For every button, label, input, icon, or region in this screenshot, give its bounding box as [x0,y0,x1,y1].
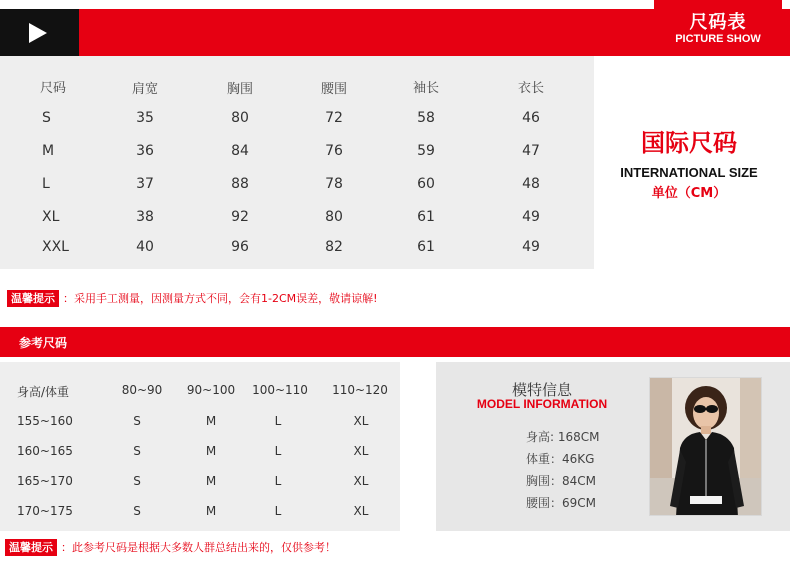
size-cell: M [42,143,55,159]
intl-size-title: 国际尺码 [641,129,737,157]
size-table-header: 袖长 [412,81,439,96]
tip-text: ：此参考尺码是根据大多数人群总结出来的，仅供参考！ [61,541,336,554]
reference-cell: M [205,504,217,518]
reference-cell: M [205,414,217,428]
reference-cell: 160~165 [17,444,73,458]
reference-cell: L [274,504,282,518]
model-info-subtitle: MODEL INFORMATION [476,397,608,411]
reference-cell: XL [353,444,369,458]
size-cell: 46 [522,110,540,126]
size-cell: L [42,176,50,192]
size-cell: 49 [522,239,540,255]
size-cell: 88 [231,176,249,192]
size-table-header: 胸围 [226,82,253,97]
reference-header: 身高/体重 [17,385,70,399]
size-cell: 49 [522,209,540,225]
size-cell: 40 [136,239,154,255]
reference-cell: XL [353,504,369,518]
reference-cell: L [274,444,282,458]
size-cell: 60 [417,176,435,192]
reference-cell: S [133,474,141,488]
tip-text: ：采用手工测量，因测量方式不同，会有1-2CM误差，敬请谅解! [63,292,378,305]
intl-size-unit: 单位（CM） [651,186,727,201]
size-cell: 58 [417,110,435,126]
size-cell: 61 [417,239,435,255]
reference-cell: 165~170 [17,474,73,488]
size-cell: 47 [522,143,540,159]
model-info-title: 模特信息 [511,381,572,399]
header-play-block [0,9,79,56]
size-cell: XL [42,209,60,225]
intl-size-en: INTERNATIONAL SIZE [620,165,758,180]
play-icon [29,23,47,43]
header-subtitle: PICTURE SHOW [675,33,761,45]
reference-cell: 155~160 [17,414,73,428]
reference-table [0,362,400,531]
reference-cell: L [274,414,282,428]
size-cell: 96 [231,239,249,255]
reference-cell: S [133,504,141,518]
model-photo [649,377,762,516]
intl-size-panel [594,56,790,269]
size-table-header: 肩宽 [131,82,158,97]
size-table [0,56,594,269]
size-cell: 82 [325,239,343,255]
size-table-header: 衣长 [517,81,544,96]
size-cell: 92 [231,209,249,225]
header-title: 尺码表 [689,12,747,33]
size-cell: 59 [417,143,435,159]
reference-cell: M [205,474,217,488]
size-cell: S [42,110,51,126]
size-cell: 38 [136,209,154,225]
reference-header: 90~100 [186,383,236,397]
model-weight: 体重：46KG [526,452,595,466]
tip-badge: 温馨提示 [5,539,57,556]
reference-cell: M [205,444,217,458]
reference-cell: XL [353,474,369,488]
size-cell: 48 [522,176,540,192]
reference-title: 参考尺码 [19,336,68,350]
reference-cell: L [274,474,282,488]
header-tab [654,0,782,56]
size-cell: 72 [325,110,343,126]
model-height: 身高: 168CM [526,430,600,444]
size-cell: 61 [417,209,435,225]
size-cell: 36 [136,143,154,159]
size-cell: XXL [42,239,69,255]
reference-header: 80~90 [121,383,163,397]
size-cell: 80 [231,110,249,126]
model-waist: 腰围：69CM [526,496,597,510]
reference-cell: 170~175 [17,504,73,518]
model-photo-illustration [650,378,762,516]
reference-cell: S [133,414,141,428]
reference-bar [0,327,790,357]
size-cell: 37 [136,176,154,192]
tip-badge: 温馨提示 [7,290,59,307]
size-table-header: 腰围 [320,82,347,97]
reference-header: 110~120 [332,383,388,397]
size-cell: 80 [325,209,343,225]
size-table-header: 尺码 [39,81,66,96]
size-cell: 35 [136,110,154,126]
reference-header: 100~110 [252,383,308,397]
reference-cell: S [133,444,141,458]
size-cell: 78 [325,176,343,192]
reference-cell: XL [353,414,369,428]
model-info-panel [436,362,790,531]
model-bust: 胸围：84CM [526,474,597,488]
size-cell: 84 [231,143,249,159]
size-cell: 76 [325,143,343,159]
